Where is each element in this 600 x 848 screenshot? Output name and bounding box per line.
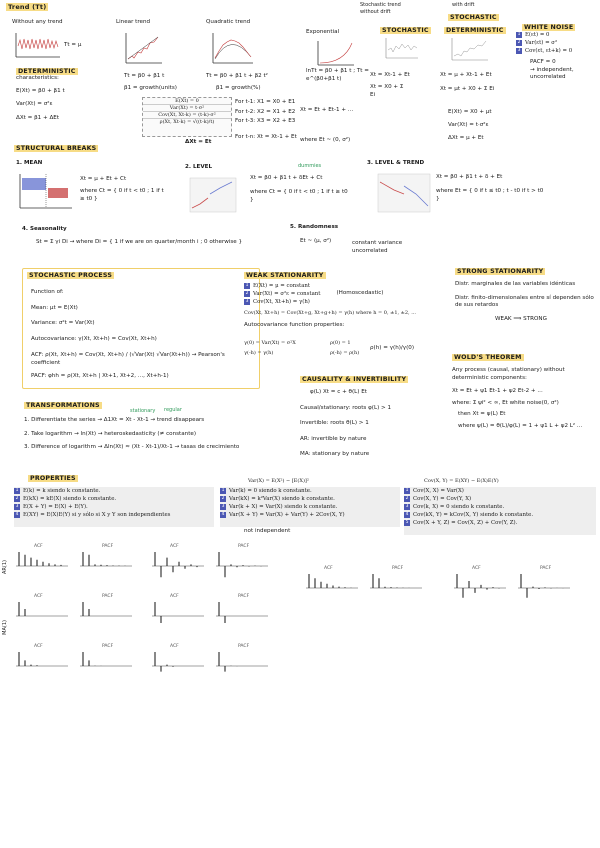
wn-item-1: 1 E(εt) = 0 xyxy=(517,32,550,38)
properties-col-1 xyxy=(14,487,214,527)
det-line-1: E(Xt) = β0 + β1 t xyxy=(16,87,65,94)
acf-panel-plot xyxy=(146,590,274,634)
stochastic-formula2: Xt = X0 + Σ Ei xyxy=(370,84,404,98)
properties-col-2-note: not independent xyxy=(244,528,291,534)
stoch-process-title: STOCHASTIC PROCESS xyxy=(29,272,113,279)
weak-prop-5: ρ(h) = γ(h)/γ(0) xyxy=(370,345,415,351)
quadratic-trend-plot xyxy=(211,31,255,67)
acf-label: ACF xyxy=(34,544,43,549)
stochastic-note: Stochastic trend without drift xyxy=(360,2,401,15)
sp-item-1: Mean: μt = E(Xt) xyxy=(31,305,78,311)
sp-item-3: Autocovariance: γ(Xt, Xt+h) = Cov(Xt, Xt+h) xyxy=(31,336,157,342)
prop-e-1: 1 E(k) = k siendo k constante. xyxy=(15,488,101,494)
randomness-note-1: constant variance xyxy=(352,240,403,246)
prop-var-2: 2 Var(kX) = k²Var(X) siendo k constante. xyxy=(221,496,335,502)
mean-plot xyxy=(18,172,74,212)
pacf-label: PACF xyxy=(102,644,114,649)
rw-bullet-4: For t-n: Xt = Xt-1 + Et xyxy=(235,133,297,140)
prop-e-2: 2 E(kX) = kE(X) siendo k constante. xyxy=(15,496,117,502)
stoch-det-note: with drift xyxy=(452,2,475,8)
properties-title: PROPERTIES xyxy=(30,475,76,482)
weak-acf-title: Autocovariance function properties: xyxy=(244,322,345,328)
acf-label: ACF xyxy=(170,644,179,649)
acf-panel-plot xyxy=(10,540,138,584)
linear-growth: β1 = growth(units) xyxy=(124,85,177,91)
wold-intro: Any process (causal, stationary) without deterministic components: xyxy=(452,367,565,381)
seasonality-formula: St = Σ γi Di → where Di = { 1 if we are on quarter/month i ; 0 otherwise } xyxy=(36,239,243,245)
deterministic-block xyxy=(16,68,121,122)
level-trend-title: 3. LEVEL & TREND xyxy=(367,160,425,166)
randomness-title: 5. Randomness xyxy=(290,224,339,230)
causality-block xyxy=(300,376,450,459)
level-plot xyxy=(188,176,238,216)
stoch-process-box xyxy=(22,268,260,389)
causality-item-3: AR: invertible by nature xyxy=(300,435,367,442)
rw-row-2: Var(Xt) = t·σ² xyxy=(143,105,231,112)
weak-prop-3: ρ(0) = 1 xyxy=(330,340,351,346)
randomness-note-2: uncorrelated xyxy=(352,248,388,254)
wn-note-1: PACF = 0 xyxy=(530,59,556,65)
acf-label: ACF xyxy=(34,594,43,599)
pacf-label: PACF xyxy=(102,594,114,599)
level-title: 2. LEVEL xyxy=(185,164,213,170)
stoch-det-title2: DETERMINISTIC xyxy=(446,27,504,34)
level-formula: Xt = β0 + β1 t + δEt + Ct xyxy=(250,175,323,181)
transformations-tag-regular: regular xyxy=(164,407,182,413)
rw-row-4: ρ(Xt, Xt-k) = √((t-k)/t) xyxy=(159,119,215,125)
stoch-process-function-of: Function of: xyxy=(31,289,64,295)
weak-prop-2: γ(-h) = γ(h) xyxy=(244,350,274,356)
acf-panel-plot xyxy=(10,590,138,634)
acf-panel xyxy=(10,540,138,584)
stochastic-title: STOCHASTIC xyxy=(382,27,429,34)
strong-relation-left: WEAK xyxy=(495,315,512,322)
acf-panel xyxy=(448,562,576,606)
weak-title: WEAK STATIONARITY xyxy=(246,272,324,279)
prop-e-3: 3 E(X + Y) = E(X) + E(Y). xyxy=(15,504,88,510)
deterministic-subtitle: characteristics: xyxy=(16,75,59,81)
acf-panel-plot xyxy=(448,562,576,606)
wold-where: where: Σ ψi² < ∞, Et white noise(0, σ²) xyxy=(452,399,559,406)
deterministic-title: DETERMINISTIC xyxy=(18,68,76,75)
properties-col-3 xyxy=(404,487,596,535)
stoch-det-formula: Xt = μ + Xt-1 + Et xyxy=(440,72,492,78)
wn-item-2: 2 Var(εt) = σ² xyxy=(517,40,558,46)
stoch-det-formula2: Xt = μt + X0 + Σ Ei xyxy=(440,86,495,92)
stoch-det-line-2: Var(Xt) = t·σ²ε xyxy=(448,122,489,128)
transformations-item-3: 3. Difference of logarithm → Δln(Xt) ≈ (Xt - Xt-1)/Xt-1 → tasas de crecimiento xyxy=(24,444,240,451)
weak-block xyxy=(244,272,444,330)
pacf-label: PACF xyxy=(238,644,250,649)
pacf-label: PACF xyxy=(392,566,404,571)
prop-e-4: 4 E(XY) = E(X)E(Y) si y sólo si X y Y son independientes xyxy=(15,512,171,518)
causality-title: CAUSALITY & INVERTIBILITY xyxy=(302,376,407,383)
level-trend-formula: Xt = β0 + β1 t + δ + Et xyxy=(436,174,503,180)
pacf-label: PACF xyxy=(238,544,250,549)
strong-item-1: Distr. marginales de las variables idénticas xyxy=(455,281,576,287)
strong-relation-right: STRONG xyxy=(523,315,547,322)
strong-block xyxy=(455,268,595,323)
exponential-formula: lnTt = β0 + β1 t ; Tt = e^(β0+β1 t) xyxy=(306,68,369,82)
acf-label: ACF xyxy=(324,566,333,571)
stochastic-note3: where Et ~ (0, σ²) xyxy=(300,137,351,143)
prop-cov-3: 3 Cov(k, X) = 0 siendo k constante. xyxy=(405,504,505,510)
acf-panel xyxy=(146,590,274,634)
weak-item-3: 3 Cov(Xt, Xt+h) = γ(h) xyxy=(245,299,310,305)
acf-label: ACF xyxy=(170,594,179,599)
stoch-det-plot xyxy=(450,36,490,62)
pacf-label: PACF xyxy=(102,544,114,549)
quadratic-trend-formula: Tt = β0 + β1 t + β2 t² xyxy=(206,73,268,79)
wold-then: then Xt = ψ(L) Et xyxy=(458,411,506,418)
sp-item-4: ACF: ρ(Xt, Xt+h) = Cov(Xt, Xt+h) / (√Var(Xt) √Var(Xt+h)) → Pearson's coefficient xyxy=(31,352,225,366)
acf-label: ACF xyxy=(34,644,43,649)
prop-cov-4: 4 Cov(kX, Y) = kCov(X, Y) siendo k constante. xyxy=(405,512,534,518)
quadratic-trend-label: Quadratic trend xyxy=(206,19,251,25)
prop-var-4: 4 Var(X + Y) = Var(X) + Var(Y) + 2Cov(X, Y) xyxy=(221,512,345,518)
acf-side-top: AR(1) xyxy=(2,560,8,574)
weak-item-2: 2 Var(Xt) = σ²ε = constant (Homoscedastic) xyxy=(245,290,384,297)
acf-label: ACF xyxy=(472,566,481,571)
mean-where: where Ct = { 0 if t < t0 ; 1 if t ≥ t0 } xyxy=(80,188,164,202)
acf-panel xyxy=(10,590,138,634)
random-walk-table xyxy=(142,97,232,137)
white-noise-block xyxy=(516,24,598,82)
linear-trend-plot xyxy=(124,31,164,67)
strong-item-2: Distr. finito-dimensionales entre sí dependen sólo de sus retardos xyxy=(455,294,594,309)
acf-pacf-area xyxy=(10,540,596,690)
rw-row-3: Cov(Xt, Xt-k) = (t-k)·σ² xyxy=(143,112,231,119)
causality-item-2: Invertible: roots θ(L) > 1 xyxy=(300,420,369,427)
stoch-det-title1: STOCHASTIC xyxy=(450,14,497,21)
causality-item-1: Causal/stationary: roots φ(L) > 1 xyxy=(300,404,392,411)
wold-title: WOLD'S THEOREM xyxy=(454,354,522,361)
exponential-label: Exponential xyxy=(306,29,340,35)
acf-label: ACF xyxy=(170,544,179,549)
no-trend-label: Without any trend xyxy=(12,19,63,25)
rw-bullet-1: For t-1: X1 = X0 + E1 xyxy=(235,99,296,105)
rw-bullet-3: For t-3: X3 = X2 + E3 xyxy=(235,118,296,125)
acf-panel-plot xyxy=(300,562,428,606)
sp-item-5: PACF: φhh = ρ(Xt, Xt+h | Xt+1, Xt+2, ..., Xt+h-1) xyxy=(31,373,169,379)
rw-delta: ΔXt = Et xyxy=(185,139,212,145)
properties-col-3-header: Cov(X, Y) = E(XY) − E(X)E(Y) xyxy=(424,478,499,484)
transformations-block xyxy=(24,402,304,452)
weak-prop-4: ρ(-h) = ρ(h) xyxy=(330,350,360,356)
sp-item-2: Variance: σ²t = Var(Xt) xyxy=(31,320,95,326)
prop-cov-5: 5 Cov(X + Y, Z) = Cov(X, Z) + Cov(Y, Z). xyxy=(405,520,518,526)
stochastic-plot xyxy=(384,36,420,60)
exponential-plot xyxy=(316,39,356,67)
det-line-3: ΔXt = β1 + ΔEt xyxy=(16,114,60,121)
acf-panel-plot xyxy=(10,640,138,684)
rw-bullets xyxy=(235,99,325,141)
wold-formula: Xt = Et + ψ1 Et-1 + ψ2 Et-2 + ... xyxy=(452,388,543,395)
causality-item-4: MA: stationary by nature xyxy=(300,451,370,458)
no-trend-formula: Tt = μ xyxy=(64,42,82,48)
transformations-item-2: 2. Take logarithm → ln(Xt) → heteroskedasticity (≠ constante) xyxy=(24,430,197,437)
causality-formula: φ(L) Xt = c + θ(L) Et xyxy=(310,389,367,395)
stoch-det-line-3: ΔXt = μ + Et xyxy=(448,135,484,141)
acf-panel xyxy=(146,640,274,684)
wold-where2: where ψ(L) = θ(L)/φ(L) = 1 + ψ1 L + ψ2 L² ... xyxy=(458,422,583,429)
strong-relation xyxy=(495,316,595,324)
level-trend-plot xyxy=(376,172,432,216)
stoch-det-line-1: E(Xt) = X0 + μt xyxy=(448,109,492,115)
acf-panel xyxy=(146,540,274,584)
transformations-tag-stationary: stationary xyxy=(130,408,156,414)
linear-trend-label: Linear trend xyxy=(116,19,151,25)
level-trend-where: where Et = { 0 if t ≤ t0 ; t - t0 if t > t0 } xyxy=(436,188,544,202)
transformations-item-1: 1. Differentiate the series → Δ1Xt = Xt - Xt-1 → trend disappears xyxy=(24,417,205,423)
level-tag: dummies xyxy=(298,163,322,169)
weak-prop-1: γ(0) = Var(Xt) = σ²X xyxy=(244,340,296,346)
transformations-title: TRANSFORMATIONS xyxy=(26,402,100,409)
white-noise-title: WHITE NOISE xyxy=(524,24,574,31)
rw-bullet-2: For t-2: X2 = X1 + E2 xyxy=(235,108,296,115)
acf-panel-plot xyxy=(146,540,274,584)
weak-homo: (Homoscedastic) xyxy=(336,290,384,297)
quadratic-growth: β1 = growth(%) xyxy=(216,85,261,91)
wn-item-3: 3 Cov(εt, εt+k) = 0 xyxy=(517,48,573,54)
mean-title: 1. MEAN xyxy=(16,160,43,166)
randomness-formula: Et ~ (μ, σ²) xyxy=(300,238,332,244)
no-trend-plot xyxy=(14,31,62,59)
prop-cov-1: 1 Cov(X, X) = Var(X) xyxy=(405,488,464,494)
weak-cov-line: Cov(Xt, Xt+h) = Cov(Xt+g, Xt+g+h) = γ(h) where h = 0, ±1, ±2, ... xyxy=(244,310,417,316)
linear-trend-formula: Tt = β0 + β1 t xyxy=(124,73,165,79)
level-where: where Ct = { 0 if t < t0 ; 1 if t ≥ t0 } xyxy=(250,189,348,203)
strong-title: STRONG STATIONARITY xyxy=(457,268,544,275)
prop-cov-2: 2 Cov(X, Y) = Cov(Y, X) xyxy=(405,496,472,502)
prop-var-3: 3 Var(k + X) = Var(X) siendo k constante. xyxy=(221,504,338,510)
seasonality-title: 4. Seasonality xyxy=(22,226,67,232)
structural-title: STRUCTURAL BREAKS xyxy=(16,145,97,152)
det-line-2: Var(Xt) = σ²ε xyxy=(16,101,53,108)
acf-panel xyxy=(300,562,428,606)
acf-panel xyxy=(10,640,138,684)
prop-var-1: 1 Var(k) = 0 siendo k constante. xyxy=(221,488,312,494)
implies-arrow-icon: ⟹ xyxy=(513,315,524,322)
trend-title: Trend (Tt) xyxy=(8,3,47,11)
properties-col-2 xyxy=(220,487,400,527)
stochastic-note2: Xt = Et + Et-1 + ... xyxy=(300,107,354,113)
mean-formula: Xt = μ + Et + Ct xyxy=(80,176,127,182)
pacf-label: PACF xyxy=(238,594,250,599)
stochastic-formula1: Xt = Xt-1 + Et xyxy=(370,72,410,78)
wold-block xyxy=(452,354,598,430)
weak-item-1: 1 E(Xt) = μ = constant xyxy=(245,283,311,289)
rw-row-1: E(Xt) = 0 xyxy=(143,98,231,105)
acf-panel-plot xyxy=(146,640,274,684)
acf-side-bottom: MA(1) xyxy=(2,620,8,635)
pacf-label: PACF xyxy=(540,566,552,571)
wn-note-2: → independent, uncorrelated xyxy=(530,66,574,81)
properties-col-2-header: Var(X) = E(X²) − [E(X)]² xyxy=(248,478,309,484)
